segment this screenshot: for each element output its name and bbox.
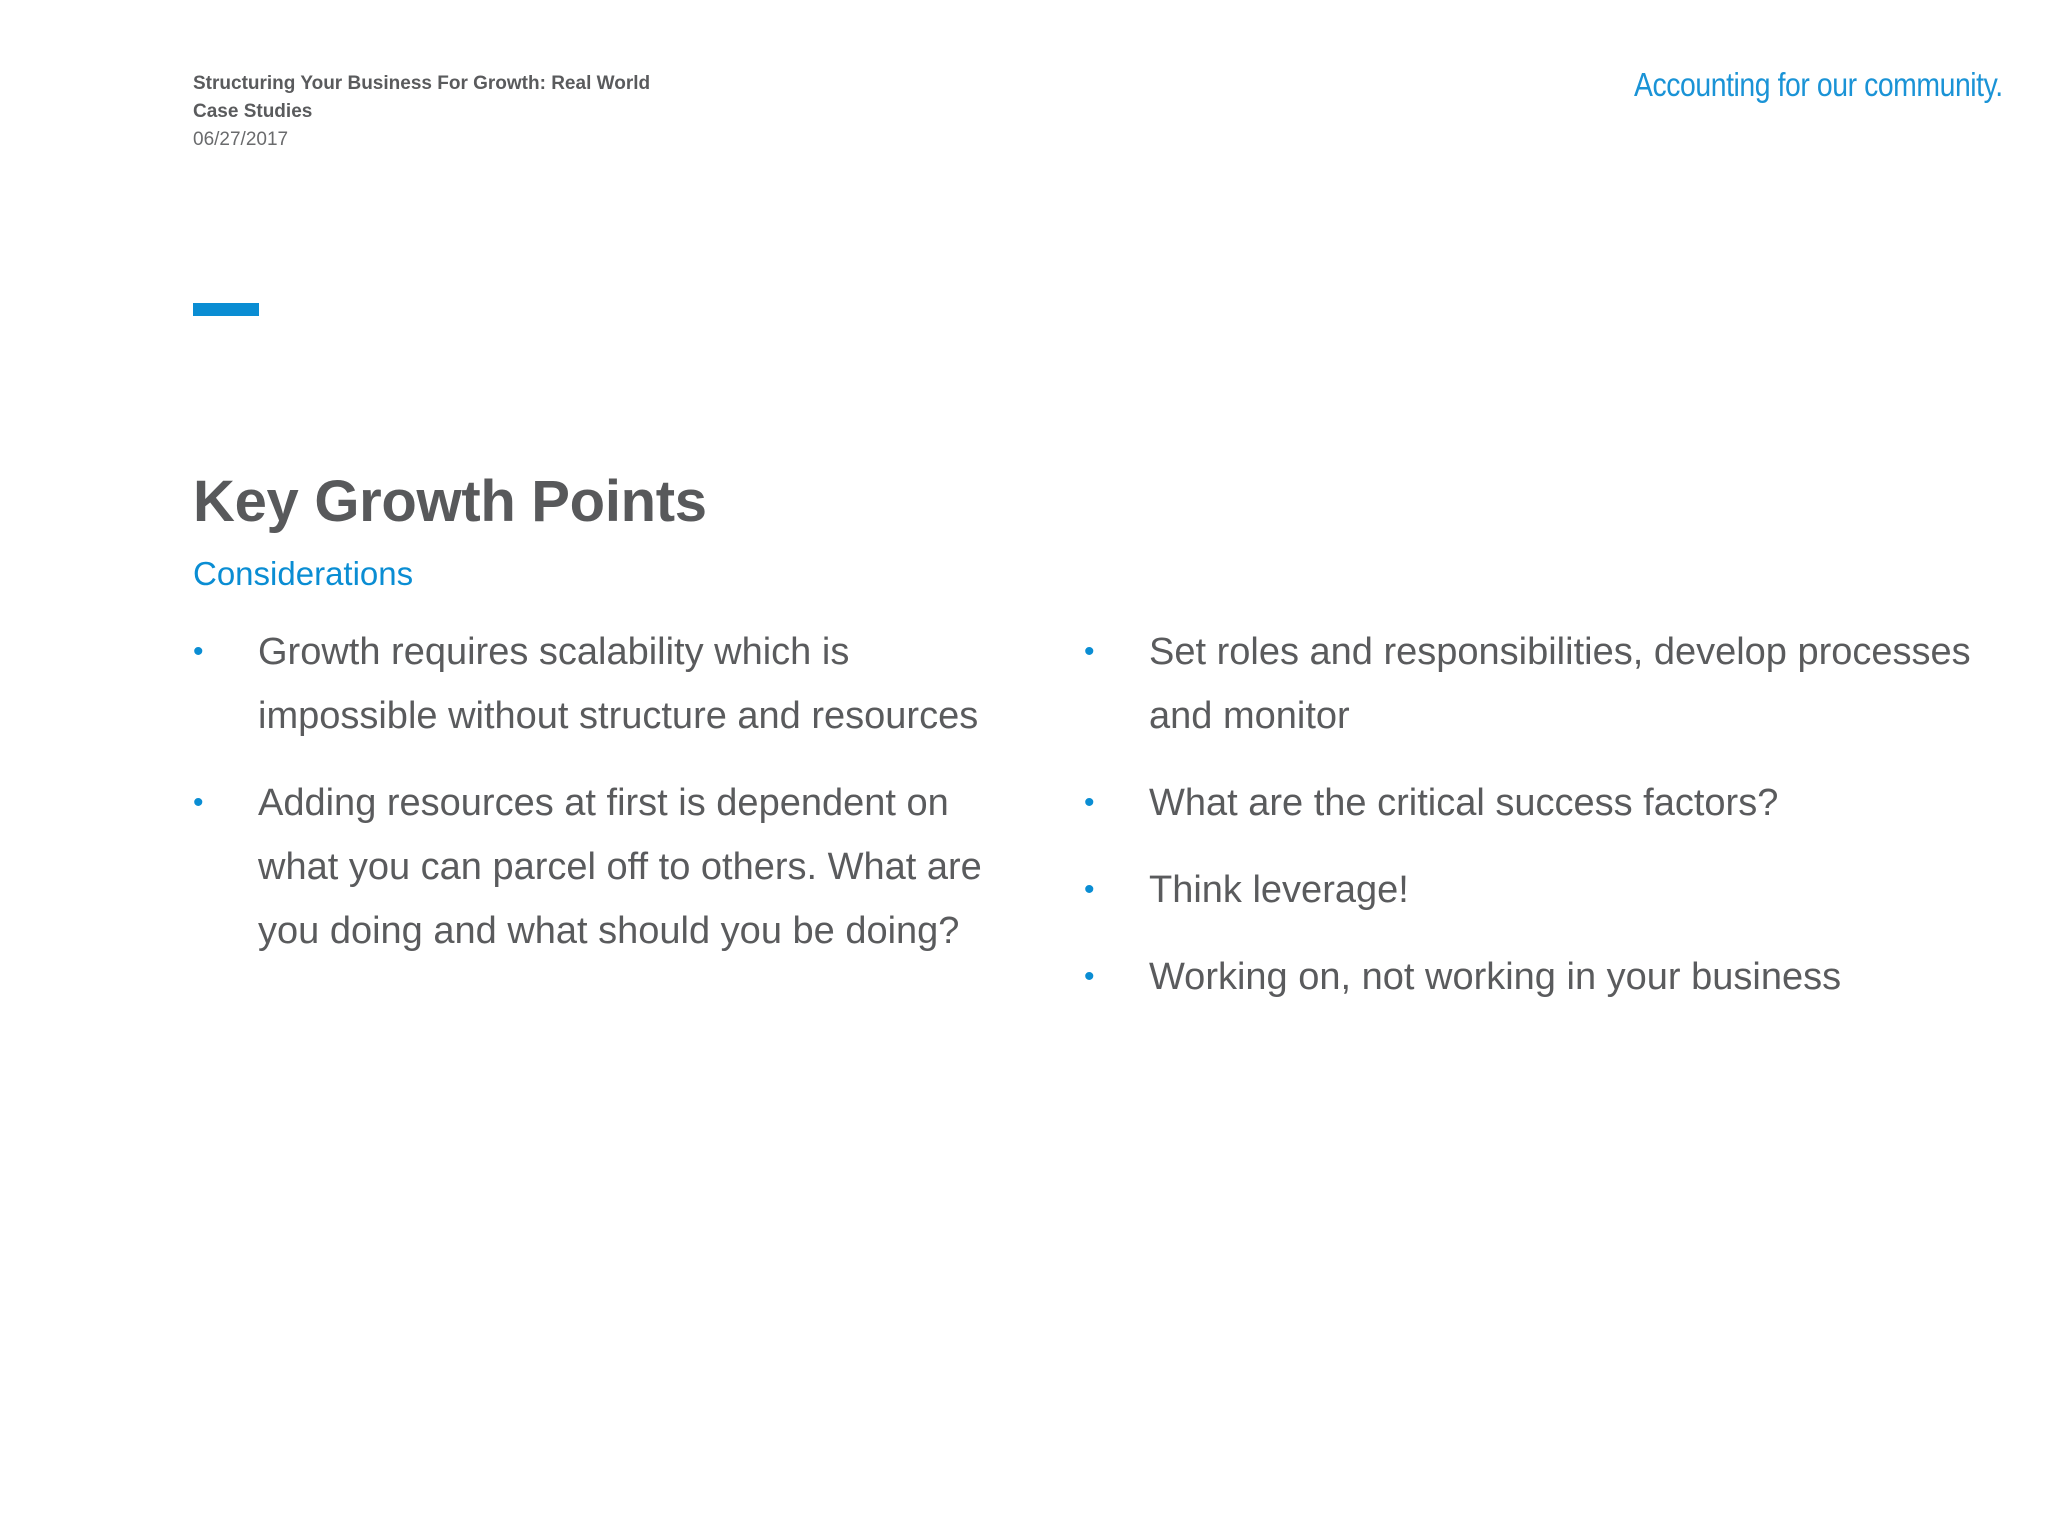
- deck-date: 06/27/2017: [193, 129, 289, 150]
- accent-bar: [193, 303, 259, 316]
- bullet-dot-icon: •: [1084, 873, 1095, 906]
- slide-subtitle: Considerations: [193, 555, 414, 592]
- bullet-item: [1084, 771, 1984, 835]
- bullet-text: Adding resources at first is dependent on what you can parcel off to others. What are you doing and what should you be doing?: [258, 782, 982, 952]
- bullet-dot-icon: •: [1084, 960, 1095, 993]
- bullet-dot-icon: •: [1084, 635, 1095, 668]
- bullet-text: What are the critical success factors?: [1149, 782, 1779, 824]
- slide-title: Key Growth Points: [193, 469, 707, 534]
- bullet-text: Set roles and responsibilities, develop processes and monitor: [1149, 631, 1971, 737]
- bullet-item: [1084, 858, 1984, 922]
- bullet-item: [1084, 945, 1984, 1009]
- bullet-text: Working on, not working in your business: [1149, 956, 1842, 998]
- bullet-list-left: [193, 620, 993, 986]
- bullet-dot-icon: •: [193, 635, 204, 668]
- deck-title: Structuring Your Business For Growth: Real World Case Studies: [193, 73, 651, 122]
- bullet-dot-icon: •: [193, 786, 204, 819]
- bullet-text: Think leverage!: [1149, 869, 1409, 911]
- bullet-item: [193, 620, 993, 748]
- bullet-list-right: [1084, 620, 1984, 1032]
- bullet-dot-icon: •: [1084, 786, 1095, 819]
- deck-header: [193, 70, 653, 154]
- bullet-item: [1084, 620, 1984, 748]
- brand-tagline: Accounting for our community.: [1634, 66, 2003, 103]
- bullet-text: Growth requires scalability which is impossible without structure and resources: [258, 631, 979, 737]
- bullet-item: [193, 771, 993, 963]
